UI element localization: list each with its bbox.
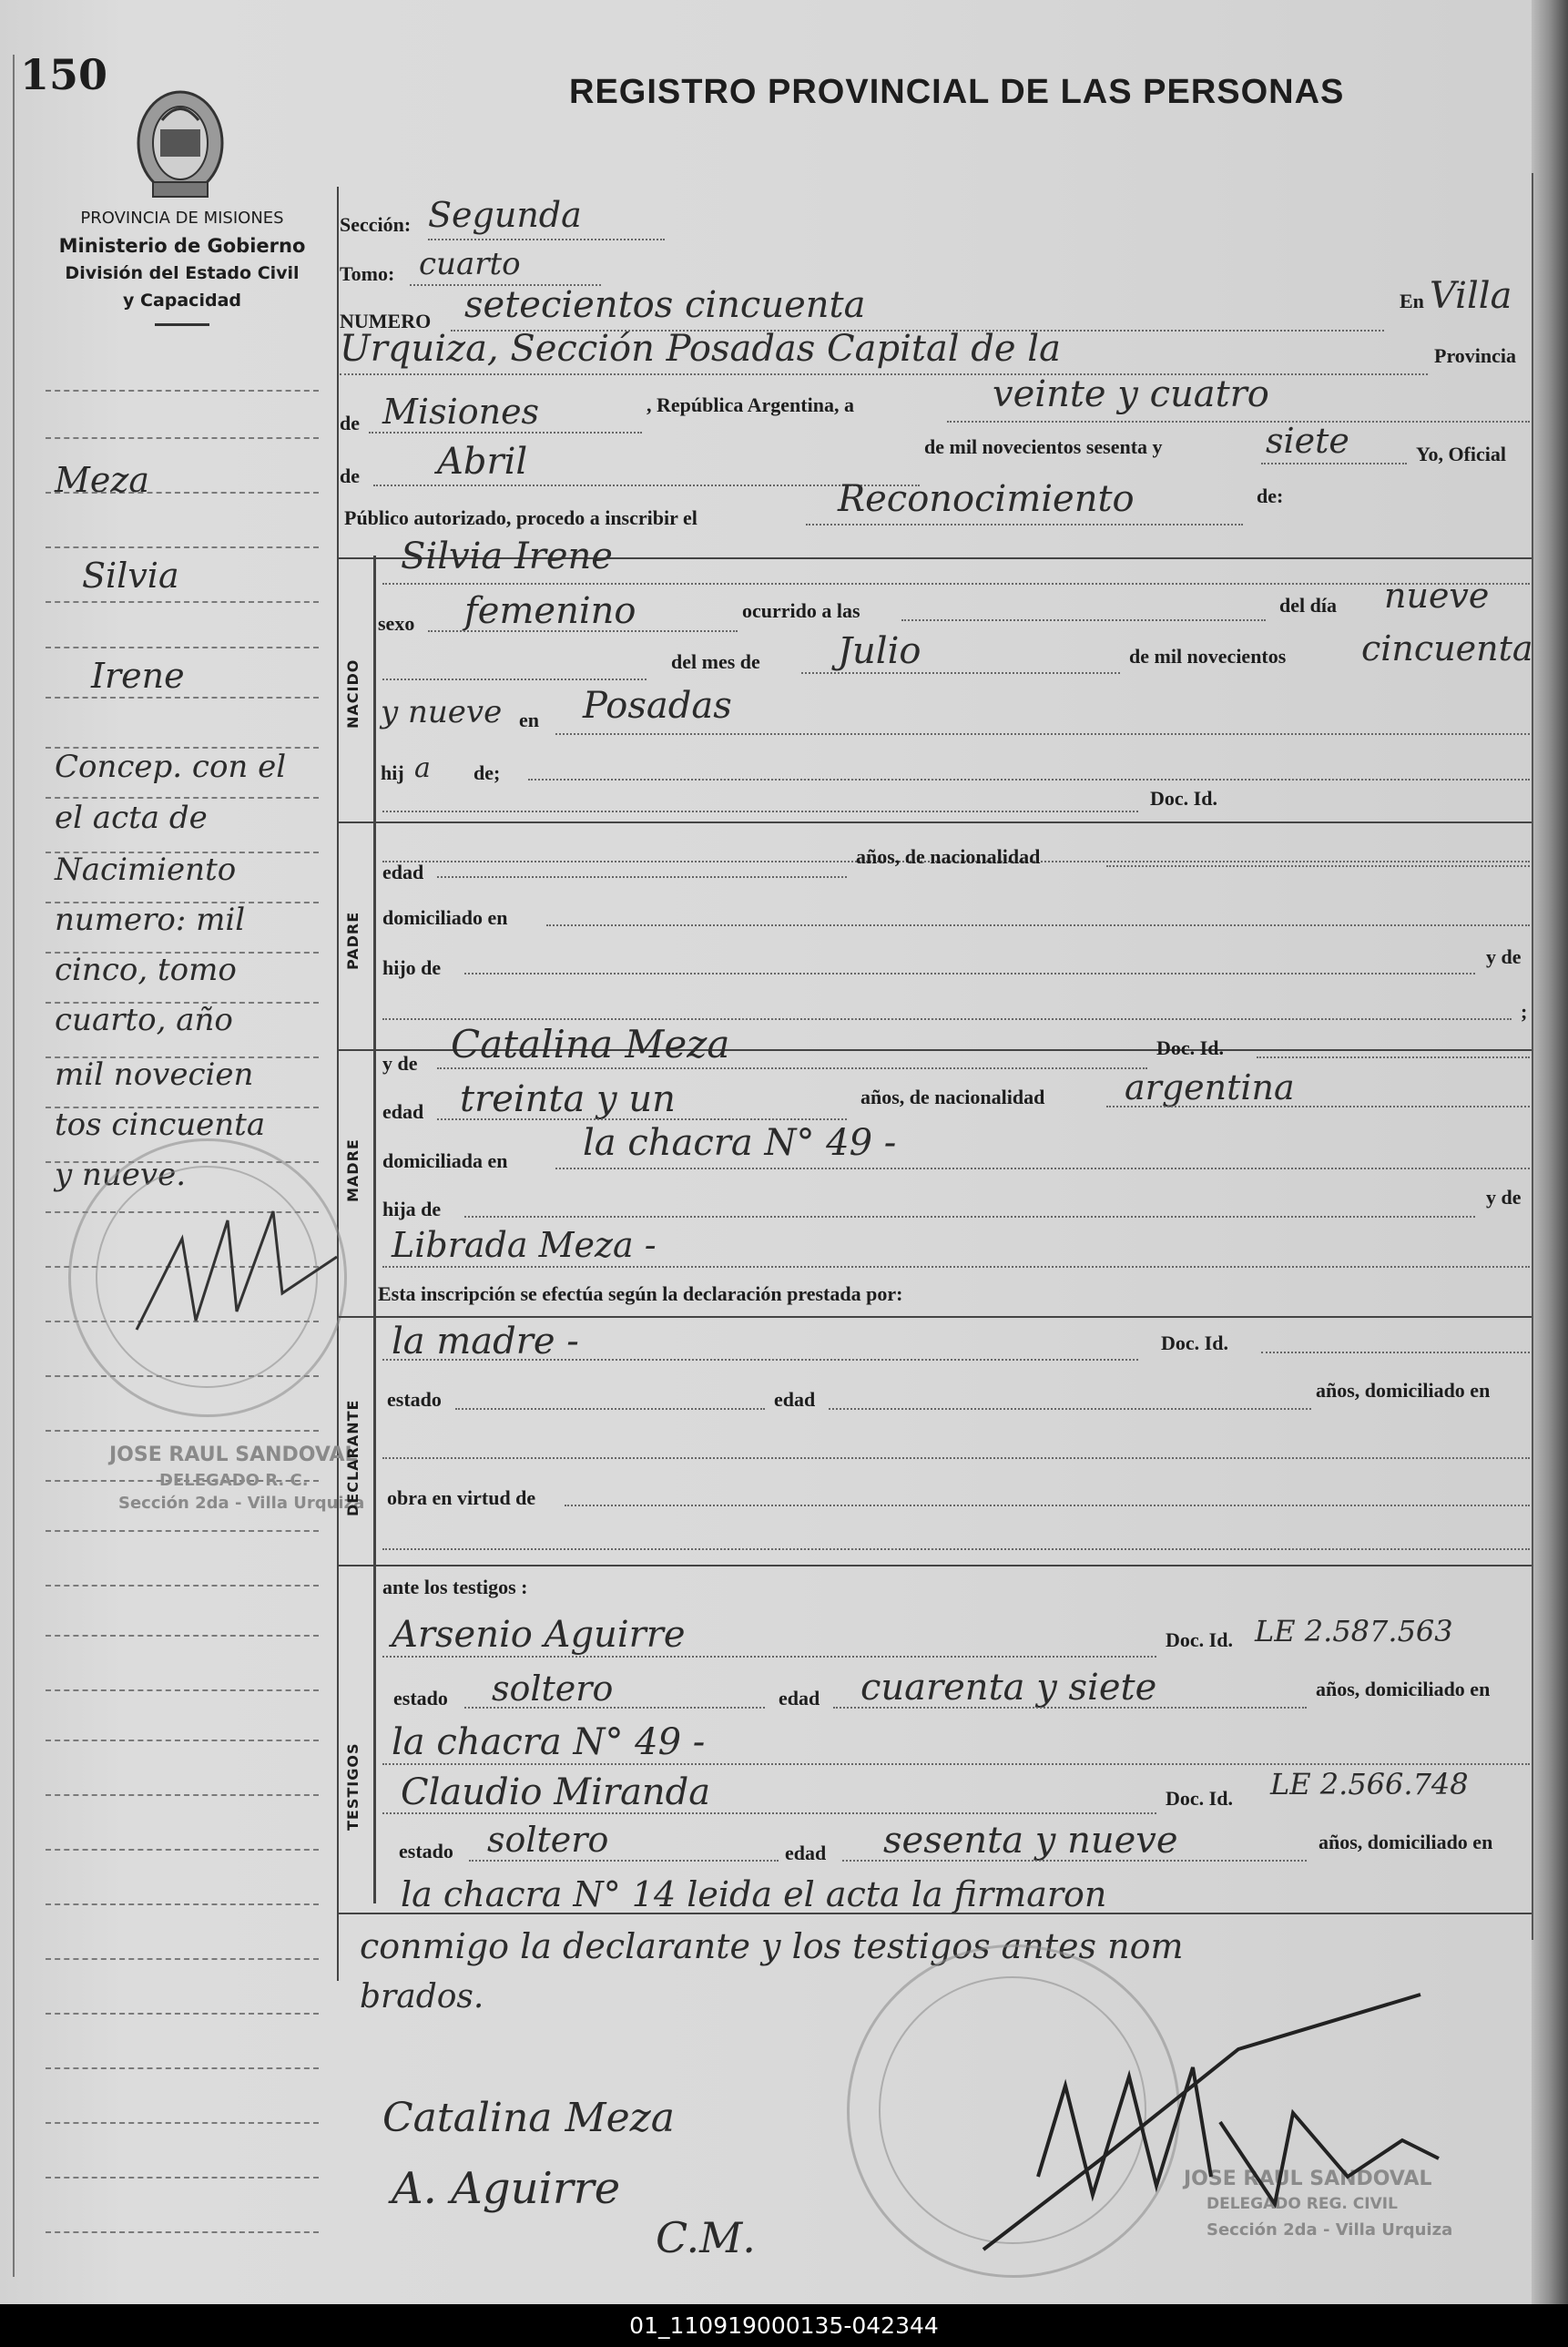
madre-nacionalidad-label: años, de nacionalidad bbox=[860, 1086, 1045, 1108]
publico-label: Público autorizado, procedo a inscribir el bbox=[344, 506, 697, 529]
t1-edad-value: cuarenta y siete bbox=[860, 1667, 1157, 1709]
madre-nacionalidad-value: argentina bbox=[1125, 1067, 1295, 1107]
divider-rule bbox=[155, 323, 209, 326]
declarante-domicilio-label: años, domiciliado en bbox=[1316, 1379, 1491, 1402]
coat-of-arms-icon bbox=[126, 84, 235, 202]
sexo-value: femenino bbox=[464, 590, 636, 632]
left-margin-rule bbox=[13, 55, 15, 2277]
left-stamp-section: Sección 2da - Villa Urquiza bbox=[118, 1494, 365, 1513]
signature-witness-2: C.M. bbox=[656, 2213, 756, 2262]
left-stamp-signature bbox=[127, 1184, 364, 1366]
padre-nacionalidad-label: años, de nacionalidad bbox=[856, 845, 1041, 868]
nacido-section-label: NACIDO bbox=[344, 658, 361, 729]
seccion-value: Segunda bbox=[428, 195, 582, 235]
declarante-obra-label: obra en virtud de bbox=[387, 1486, 536, 1509]
hijo-suffix: a bbox=[414, 752, 431, 784]
de-colon-label: de: bbox=[1257, 485, 1284, 507]
testigos-section-label: TESTIGOS bbox=[344, 1742, 361, 1831]
en-value: Villa bbox=[1430, 275, 1512, 317]
left-stamp-name: JOSE RAUL SANDOVAL bbox=[109, 1444, 358, 1466]
t1-doc-value: LE 2.587.563 bbox=[1255, 1614, 1453, 1648]
t1-name: Arsenio Aguirre bbox=[392, 1614, 686, 1656]
del-dia-label: del día bbox=[1279, 594, 1337, 617]
margin-divider bbox=[337, 187, 339, 1981]
nacido-doc-label: Doc. Id. bbox=[1150, 787, 1217, 810]
page-edge-shadow bbox=[1532, 0, 1568, 2304]
mes-value: Julio bbox=[838, 630, 921, 672]
margin-note-line-4: numero: mil bbox=[55, 902, 246, 938]
signature-witness-1: A. Aguirre bbox=[392, 2163, 621, 2214]
madre-hija-label: hija de bbox=[382, 1198, 442, 1220]
year-label-nacido: de mil novecientos bbox=[1129, 645, 1287, 668]
margin-note-line-3: Nacimiento bbox=[55, 852, 237, 888]
madre-y-de-label-2: y de bbox=[1486, 1186, 1522, 1209]
t2-name: Claudio Miranda bbox=[401, 1771, 711, 1813]
padre-top-rule bbox=[339, 821, 1532, 823]
document-title: REGISTRO PROVINCIAL DE LAS PERSONAS bbox=[569, 73, 1345, 111]
seccion-label: Sección: bbox=[340, 213, 412, 236]
republica-label: , República Argentina, a bbox=[647, 393, 854, 416]
right-margin-rule bbox=[1532, 173, 1533, 1940]
madre-name-value: Catalina Meza bbox=[451, 1022, 730, 1066]
dia-value: nueve bbox=[1384, 576, 1490, 616]
division-line-2: y Capacidad bbox=[123, 291, 241, 311]
hijo-label: hij bbox=[381, 761, 404, 784]
de-label: de bbox=[340, 412, 360, 434]
oficial-label: Yo, Oficial bbox=[1416, 443, 1506, 465]
del-mes-label: del mes de bbox=[671, 650, 760, 673]
padre-y-de-label: y de bbox=[1486, 945, 1522, 968]
page-number: 150 bbox=[20, 50, 108, 99]
tomo-value: cuarto bbox=[419, 246, 521, 282]
declarante-intro: Esta inscripción se efectúa según la declaración prestada por: bbox=[378, 1282, 903, 1305]
padre-semicolon: ; bbox=[1521, 1000, 1528, 1023]
margin-note-line-1: Concep. con el bbox=[55, 749, 287, 785]
nacido-en-label: en bbox=[519, 709, 539, 731]
madre-section-label: MADRE bbox=[344, 1138, 361, 1202]
margin-note-name-2: Irene bbox=[91, 656, 185, 696]
left-stamp-role: DELEGADO R. C. bbox=[159, 1471, 309, 1490]
year-value: siete bbox=[1266, 421, 1349, 461]
t1-edad-label: edad bbox=[779, 1687, 820, 1709]
year-label: de mil novecientos sesenta y bbox=[924, 435, 1163, 458]
closing-line-2: brados. bbox=[360, 1978, 484, 2015]
ministry-name: Ministerio de Gobierno bbox=[58, 235, 306, 257]
sexo-label: sexo bbox=[378, 612, 415, 635]
t1-estado-label: estado bbox=[393, 1687, 448, 1709]
en-label: En bbox=[1400, 290, 1424, 312]
provincia-value: Misiones bbox=[382, 392, 540, 432]
t2-doc-value: LE 2.566.748 bbox=[1270, 1767, 1469, 1801]
provincia-label: Provincia bbox=[1434, 344, 1517, 367]
section-divider bbox=[373, 556, 376, 1903]
margin-note-line-9: y nueve. bbox=[55, 1157, 187, 1193]
year-value-2: y nueve bbox=[381, 694, 503, 730]
division-line-1: División del Estado Civil bbox=[65, 263, 300, 283]
madre-domicilio-label: domiciliada en bbox=[382, 1149, 508, 1172]
year-value-1: cincuenta bbox=[1361, 628, 1533, 668]
signature-declarante: Catalina Meza bbox=[382, 2095, 676, 2141]
declarante-edad-label: edad bbox=[774, 1388, 816, 1411]
right-stamp-section: Sección 2da - Villa Urquiza bbox=[1207, 2220, 1453, 2240]
day-value: veinte y cuatro bbox=[993, 373, 1269, 415]
madre-edad-value: treinta y un bbox=[460, 1078, 676, 1120]
place-value: Urquiza, Sección Posadas Capital de la bbox=[340, 328, 1061, 370]
tomo-label: Tomo: bbox=[340, 262, 395, 285]
footer-caption: 01_110919000135-042344 bbox=[0, 2304, 1568, 2347]
padre-edad-label: edad bbox=[382, 861, 424, 883]
province-name: PROVINCIA DE MISIONES bbox=[80, 209, 284, 228]
margin-note-line-7: mil novecien bbox=[55, 1056, 254, 1093]
t2-edad-value: sesenta y nueve bbox=[883, 1820, 1178, 1862]
margin-note-name-1: Silvia bbox=[82, 556, 179, 596]
nacido-de-label: de; bbox=[473, 761, 501, 784]
padre-hijo-label: hijo de bbox=[382, 956, 442, 979]
madre-domicilio-value: la chacra N° 49 - bbox=[583, 1122, 897, 1164]
ocurrido-label: ocurrido a las bbox=[742, 599, 860, 622]
declarante-doc-label: Doc. Id. bbox=[1161, 1332, 1228, 1354]
madre-y-de-label: y de bbox=[382, 1052, 418, 1075]
declarante-section-label: DECLARANTE bbox=[344, 1399, 361, 1516]
declarante-top-rule bbox=[339, 1316, 1532, 1318]
t2-domicilio-value: la chacra N° 14 leida el acta la firmaron bbox=[401, 1874, 1107, 1914]
nacido-name-value: Silvia Irene bbox=[401, 536, 613, 577]
acto-value: Reconocimiento bbox=[838, 478, 1135, 520]
numero-value: setecientos cincuenta bbox=[464, 284, 866, 326]
t1-domicilio-label: años, domiciliado en bbox=[1316, 1678, 1491, 1700]
margin-note-surname: Meza bbox=[55, 460, 150, 500]
t2-domicilio-label: años, domiciliado en bbox=[1319, 1831, 1493, 1853]
padre-section-label: PADRE bbox=[344, 911, 361, 970]
declarante-value: la madre - bbox=[392, 1321, 579, 1362]
madre-doc-label: Doc. Id. bbox=[1156, 1036, 1224, 1059]
month-value: Abril bbox=[437, 441, 528, 483]
t2-edad-label: edad bbox=[785, 1842, 827, 1864]
t1-domicilio-value: la chacra N° 49 - bbox=[392, 1721, 706, 1763]
testigos-intro: ante los testigos : bbox=[382, 1576, 528, 1598]
t1-doc-label: Doc. Id. bbox=[1166, 1628, 1233, 1651]
testigos-top-rule bbox=[339, 1565, 1532, 1566]
right-stamp-role: DELEGADO REG. CIVIL bbox=[1207, 2195, 1398, 2213]
authority-block bbox=[36, 205, 328, 326]
t2-estado-label: estado bbox=[399, 1840, 453, 1862]
padre-domicilio-label: domiciliado en bbox=[382, 906, 508, 929]
declarante-estado-label: estado bbox=[387, 1388, 442, 1411]
right-stamp-name: JOSE RAUL SANDOVAL bbox=[1184, 2168, 1432, 2190]
margin-note-line-6: cuarto, año bbox=[55, 1002, 233, 1038]
margin-note-line-8: tos cincuenta bbox=[55, 1107, 266, 1143]
t1-estado-value: soltero bbox=[492, 1668, 614, 1709]
closing-line-1: conmigo la declarante y los testigos antes nom bbox=[360, 1926, 1184, 1966]
numero-label: NUMERO bbox=[340, 310, 432, 332]
t2-doc-label: Doc. Id. bbox=[1166, 1787, 1233, 1810]
margin-note-line-5: cinco, tomo bbox=[55, 952, 237, 988]
madre-edad-label: edad bbox=[382, 1100, 424, 1123]
registrar-signature bbox=[965, 1976, 1475, 2268]
month-de-label: de bbox=[340, 464, 360, 487]
margin-note-line-2: el acta de bbox=[55, 800, 208, 836]
t2-estado-value: soltero bbox=[487, 1820, 609, 1860]
madre-de-value: Librada Meza - bbox=[392, 1225, 657, 1265]
lugar-value: Posadas bbox=[583, 685, 732, 727]
